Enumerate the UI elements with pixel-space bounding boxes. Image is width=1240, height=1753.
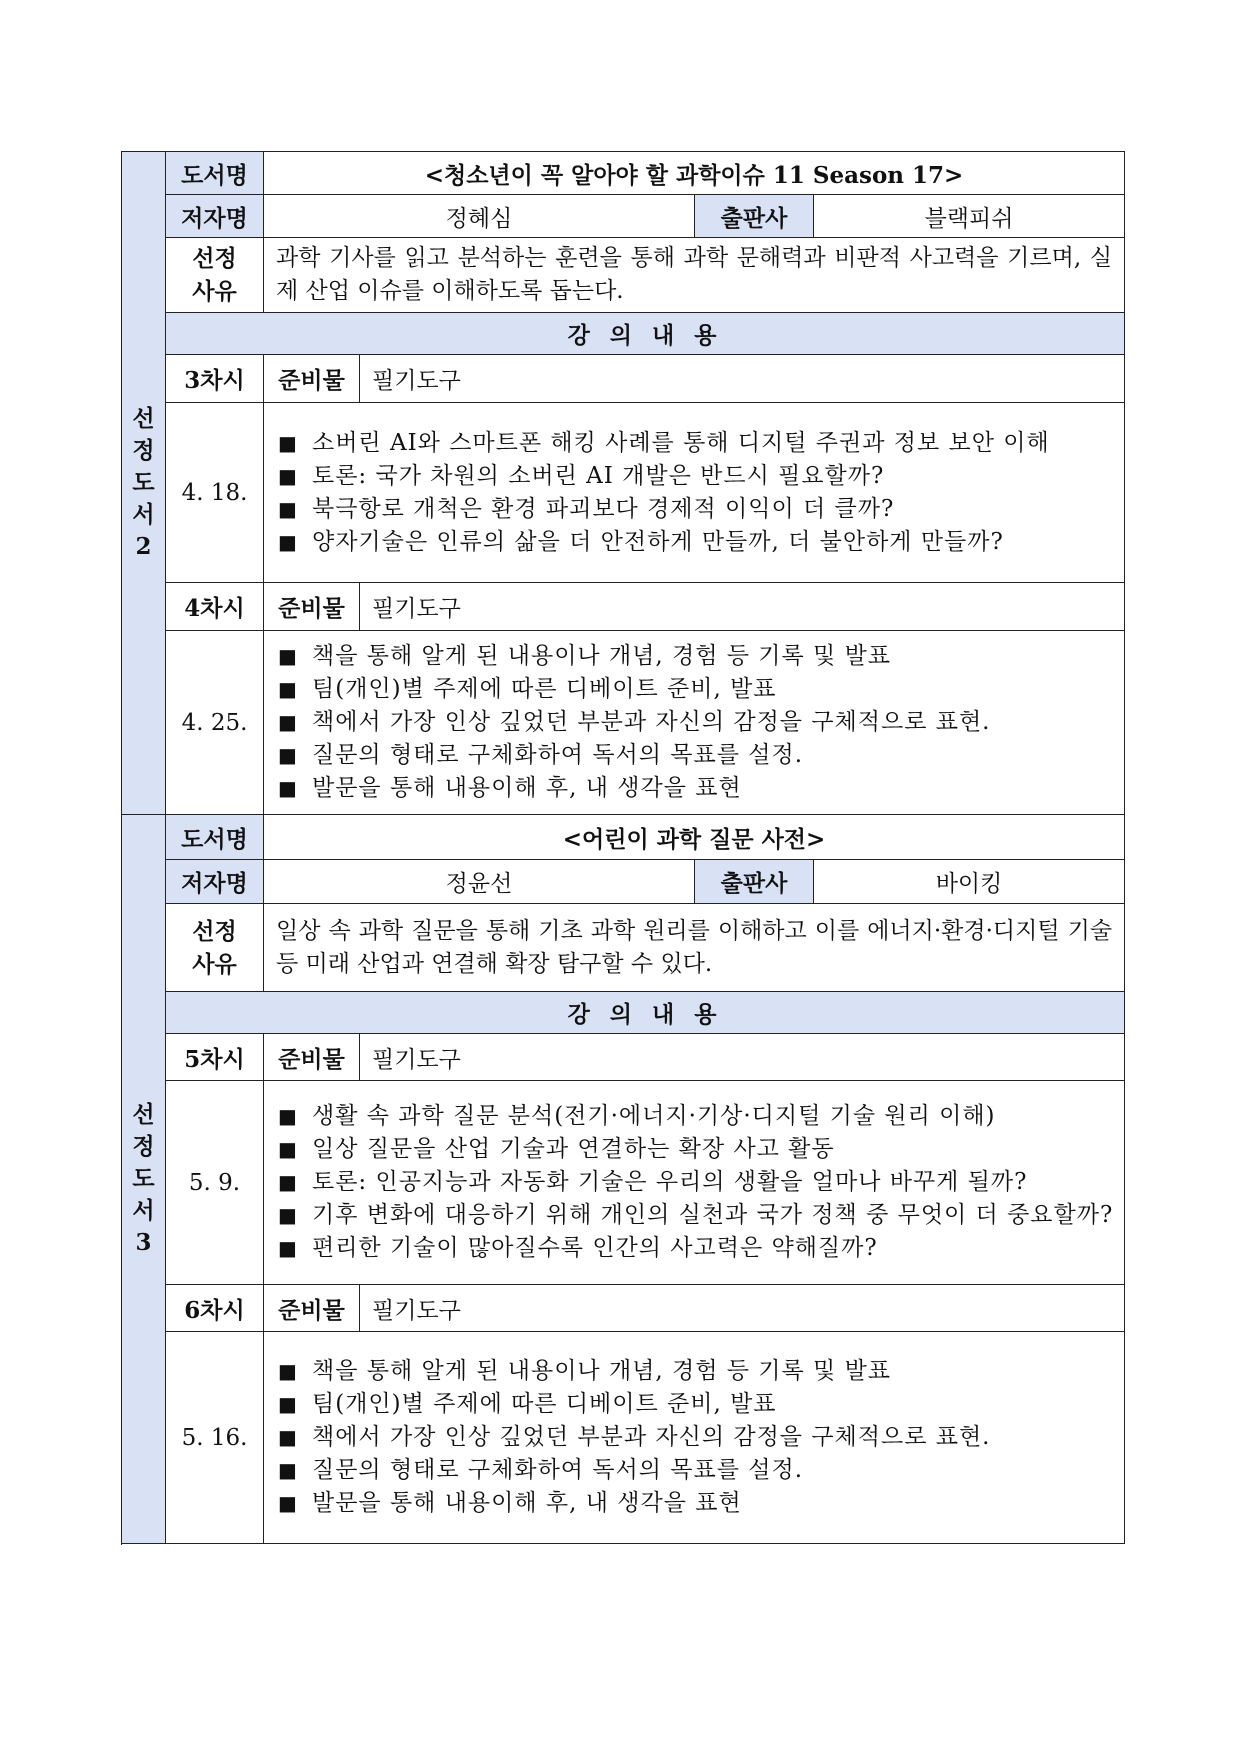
list-item: ■ 소버린 AI와 스마트폰 해킹 사례를 통해 디지털 주권과 정보 보안 이해: [278, 427, 1114, 460]
lecture-content-header: 강 의 내 용: [166, 992, 1125, 1034]
bullet-square-icon: ■: [278, 776, 298, 800]
side-label-book-3: 선 정 도 서 3: [122, 815, 166, 1544]
reason-text: 과학 기사를 읽고 분석하는 훈련을 통해 과학 문해력과 비판적 사고력을 기르며, 실제 산업 이슈를 이해하도록 돕는다.: [264, 238, 1125, 313]
session-date: 4. 18.: [166, 403, 264, 583]
bullet-square-icon: ■: [278, 1392, 298, 1416]
prep-label: 준비물: [264, 1034, 360, 1081]
list-item: ■ 질문의 형태로 구체화하여 독서의 목표를 설정.: [278, 1454, 1114, 1487]
publisher-value: 블랙피쉬: [814, 195, 1125, 238]
session-activities: [264, 403, 1125, 583]
reason-label: 선정 사유: [166, 904, 264, 992]
session-label: 6차시: [166, 1285, 264, 1332]
prep-value: 필기도구: [360, 583, 1125, 631]
list-item: ■ 책에서 가장 인상 깊었던 부분과 자신의 감정을 구체적으로 표현.: [278, 706, 1114, 739]
bullet-square-icon: ■: [278, 1137, 298, 1161]
publisher-label: 출판사: [695, 195, 814, 238]
author-value: 정윤선: [264, 860, 695, 904]
bullet-square-icon: ■: [278, 1170, 298, 1194]
publisher-label: 출판사: [695, 860, 814, 904]
prep-label: 준비물: [264, 355, 360, 403]
list-item: ■ 팀(개인)별 주제에 따른 디베이트 준비, 발표: [278, 673, 1114, 706]
bullet-square-icon: ■: [278, 1425, 298, 1449]
bullet-square-icon: ■: [278, 710, 298, 734]
session-label: 4차시: [166, 583, 264, 631]
title-label: 도서명: [166, 815, 264, 860]
side-label-book-2: 선 정 도 서 2: [122, 152, 166, 815]
reading-program-table: [121, 151, 1125, 1544]
title-label: 도서명: [166, 152, 264, 195]
list-item: ■ 팀(개인)별 주제에 따른 디베이트 준비, 발표: [278, 1388, 1114, 1421]
bullet-square-icon: ■: [278, 1359, 298, 1383]
session-date: 4. 25.: [166, 631, 264, 815]
prep-label: 준비물: [264, 583, 360, 631]
list-item: ■ 발문을 통해 내용이해 후, 내 생각을 표현: [278, 1487, 1114, 1520]
list-item: ■ 책에서 가장 인상 깊었던 부분과 자신의 감정을 구체적으로 표현.: [278, 1421, 1114, 1454]
bullet-square-icon: ■: [278, 1458, 298, 1482]
list-item: ■ 생활 속 과학 질문 분석(전기·에너지·기상·디지털 기술 원리 이해): [278, 1100, 1114, 1133]
list-item: ■ 북극항로 개척은 환경 파괴보다 경제적 이익이 더 클까?: [278, 493, 1114, 526]
book-title: <어린이 과학 질문 사전>: [264, 815, 1125, 860]
bullet-square-icon: ■: [278, 677, 298, 701]
bullet-square-icon: ■: [278, 529, 298, 554]
bullet-square-icon: ■: [278, 1236, 298, 1260]
list-item: ■ 기후 변화에 대응하기 위해 개인의 실천과 국가 정책 중 무엇이 더 중요할까?: [278, 1199, 1114, 1232]
book-title: <청소년이 꼭 알아야 할 과학이슈 11 Season 17>: [264, 152, 1125, 195]
list-item: ■ 질문의 형태로 구체화하여 독서의 목표를 설정.: [278, 739, 1114, 772]
list-item: ■ 책을 통해 알게 된 내용이나 개념, 경험 등 기록 및 발표: [278, 640, 1114, 673]
prep-value: 필기도구: [360, 1285, 1125, 1332]
session-label: 3차시: [166, 355, 264, 403]
prep-value: 필기도구: [360, 355, 1125, 403]
session-label: 5차시: [166, 1034, 264, 1081]
bullet-square-icon: ■: [278, 743, 298, 767]
prep-value: 필기도구: [360, 1034, 1125, 1081]
session-activities: [264, 631, 1125, 815]
publisher-value: 바이킹: [814, 860, 1125, 904]
lecture-content-header: 강 의 내 용: [166, 313, 1125, 355]
author-value: 정혜심: [264, 195, 695, 238]
author-label: 저자명: [166, 860, 264, 904]
session-activities: [264, 1332, 1125, 1544]
session-date: 5. 16.: [166, 1332, 264, 1544]
session-date: 5. 9.: [166, 1081, 264, 1285]
bullet-square-icon: ■: [278, 644, 298, 668]
list-item: ■ 토론: 국가 차원의 소버린 AI 개발은 반드시 필요할까?: [278, 460, 1114, 493]
list-item: ■ 편리한 기술이 많아질수록 인간의 사고력은 약해질까?: [278, 1232, 1114, 1265]
list-item: ■ 토론: 인공지능과 자동화 기술은 우리의 생활을 얼마나 바꾸게 될까?: [278, 1166, 1114, 1199]
session-activities: [264, 1081, 1125, 1285]
list-item: ■ 발문을 통해 내용이해 후, 내 생각을 표현: [278, 772, 1114, 805]
list-item: ■ 양자기술은 인류의 삶을 더 안전하게 만들까, 더 불안하게 만들까?: [278, 526, 1114, 559]
bullet-square-icon: ■: [278, 1104, 298, 1128]
list-item: ■ 책을 통해 알게 된 내용이나 개념, 경험 등 기록 및 발표: [278, 1355, 1114, 1388]
author-label: 저자명: [166, 195, 264, 238]
prep-label: 준비물: [264, 1285, 360, 1332]
bullet-square-icon: ■: [278, 1491, 298, 1515]
bullet-square-icon: ■: [278, 1203, 298, 1227]
list-item: ■ 일상 질문을 산업 기술과 연결하는 확장 사고 활동: [278, 1133, 1114, 1166]
reason-text: 일상 속 과학 질문을 통해 기초 과학 원리를 이해하고 이를 에너지·환경·디지털 기술 등 미래 산업과 연결해 확장 탐구할 수 있다.: [264, 904, 1125, 992]
bullet-square-icon: ■: [278, 463, 298, 488]
reason-label: 선정 사유: [166, 238, 264, 313]
bullet-square-icon: ■: [278, 496, 298, 521]
bullet-square-icon: ■: [278, 430, 298, 455]
